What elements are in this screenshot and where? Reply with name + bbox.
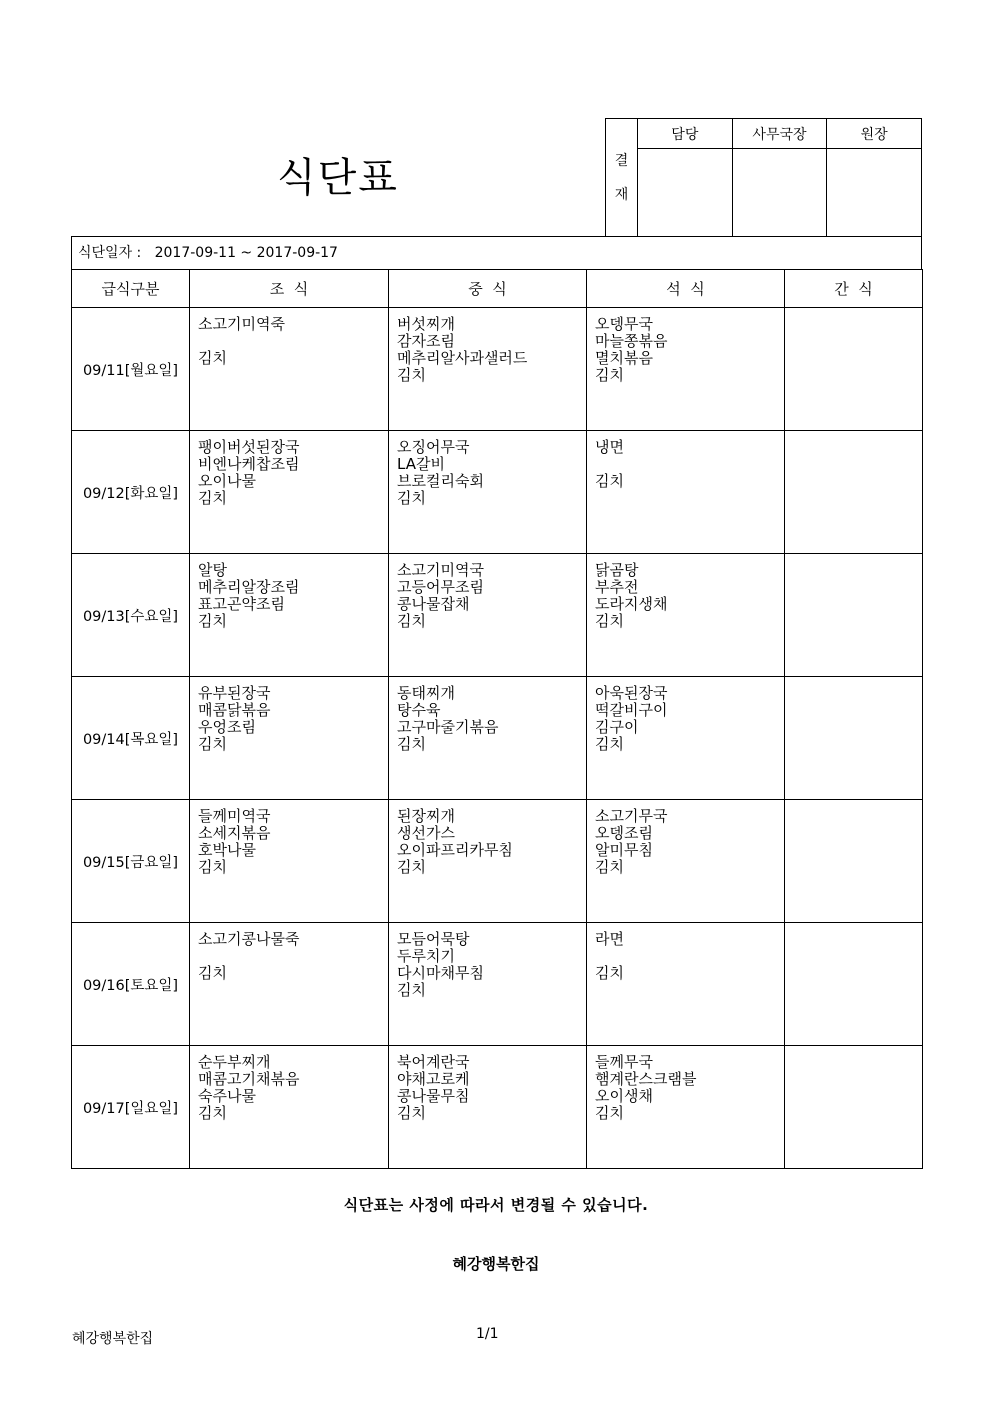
dinner-cell — [587, 308, 785, 431]
breakfast-cell — [190, 677, 389, 800]
day-label: 09/13[수요일] — [72, 554, 190, 677]
meal-items — [389, 800, 586, 876]
menu-item: 호박나물 — [198, 841, 256, 859]
menu-item: 김치 — [595, 472, 624, 490]
menu-item: 탕수육 — [397, 701, 441, 719]
header-snack: 간 식 — [785, 270, 923, 308]
snack-cell — [785, 800, 923, 923]
menu-item — [198, 948, 388, 965]
meal-items — [587, 677, 784, 753]
menu-item: LA갈비 — [397, 455, 445, 473]
meal-items — [389, 677, 586, 753]
dinner-cell — [587, 800, 785, 923]
menu-day-row — [72, 923, 923, 1046]
meal-items — [190, 677, 388, 753]
menu-item: 떡갈비구이 — [595, 701, 668, 719]
menu-item: 오이파프리카무침 — [397, 841, 513, 859]
menu-item: 메추리알사과샐러드 — [397, 349, 528, 367]
meal-items — [785, 677, 922, 685]
change-notice: 식단표는 사정에 따라서 변경될 수 있습니다. — [343, 1196, 649, 1214]
menu-item: 김치 — [397, 366, 426, 384]
menu-item: 생선가스 — [397, 824, 455, 842]
footer-organization: 혜강행복한집 — [72, 1331, 154, 1347]
menu-day-row — [72, 677, 923, 800]
breakfast-cell — [190, 554, 389, 677]
meal-items — [785, 308, 922, 316]
menu-item: 부추전 — [595, 578, 639, 596]
approval-signature-cell[interactable] — [827, 149, 922, 237]
menu-item: 김치 — [198, 1104, 227, 1122]
menu-item: 매콤고기채볶음 — [198, 1070, 300, 1088]
meal-items — [190, 554, 388, 630]
lunch-cell — [389, 923, 587, 1046]
menu-item: 김구이 — [595, 718, 639, 736]
snack-cell — [785, 677, 923, 800]
breakfast-cell — [190, 431, 389, 554]
day-label: 09/17[일요일] — [72, 1046, 190, 1169]
menu-item: 알미무침 — [595, 841, 653, 859]
menu-day-row — [72, 431, 923, 554]
approval-box — [605, 118, 922, 237]
menu-item: 김치 — [198, 489, 227, 507]
approval-signature-cell[interactable] — [732, 149, 827, 237]
day-label: 09/14[목요일] — [72, 677, 190, 800]
menu-item: 라면 — [595, 930, 624, 948]
menu-item: 고구마줄기볶음 — [397, 718, 499, 736]
menu-item: 소고기무국 — [595, 807, 668, 825]
menu-item: 야채고로케 — [397, 1070, 470, 1088]
menu-date-row — [71, 236, 922, 270]
menu-header-row — [72, 270, 923, 308]
menu-item: 햄계란스크램블 — [595, 1070, 697, 1088]
menu-item: 감자조림 — [397, 332, 455, 350]
menu-day-row — [72, 308, 923, 431]
meal-items — [785, 431, 922, 439]
menu-item: 김치 — [397, 1104, 426, 1122]
footer-page-number: 1/1 — [476, 1326, 499, 1342]
menu-item: 소세지볶음 — [198, 824, 271, 842]
approval-role-secretary-general: 사무국장 — [732, 119, 827, 149]
meal-items — [190, 1046, 388, 1122]
breakfast-cell — [190, 923, 389, 1046]
meal-items — [190, 308, 388, 367]
meal-items — [587, 800, 784, 876]
meal-items — [587, 923, 784, 982]
meal-items — [389, 923, 586, 999]
snack-cell — [785, 431, 923, 554]
menu-item: 고등어무조림 — [397, 578, 484, 596]
lunch-cell — [389, 554, 587, 677]
menu-item: 콩나물무침 — [397, 1087, 470, 1105]
header-dinner: 석 식 — [587, 270, 785, 308]
menu-item: 김치 — [397, 981, 426, 999]
meal-items — [785, 800, 922, 808]
menu-item: 김치 — [595, 612, 624, 630]
menu-item: 김치 — [397, 612, 426, 630]
approval-role-manager: 담당 — [638, 119, 733, 149]
menu-item: 우엉조림 — [198, 718, 256, 736]
dinner-cell — [587, 431, 785, 554]
meal-items — [190, 431, 388, 507]
menu-item: 다시마채무침 — [397, 964, 484, 982]
snack-cell — [785, 554, 923, 677]
menu-item: 유부된장국 — [198, 684, 271, 702]
menu-item: 비엔나케찹조림 — [198, 455, 300, 473]
menu-item: 도라지생채 — [595, 595, 668, 613]
menu-item: 김치 — [595, 1104, 624, 1122]
menu-item: 팽이버섯된장국 — [198, 438, 300, 456]
menu-item: 브로컬리숙회 — [397, 472, 484, 490]
menu-item: 소고기콩나물죽 — [198, 930, 300, 948]
lunch-cell — [389, 308, 587, 431]
menu-item: 북어계란국 — [397, 1053, 470, 1071]
meal-items — [587, 554, 784, 630]
menu-day-row — [72, 800, 923, 923]
dinner-cell — [587, 677, 785, 800]
lunch-cell — [389, 677, 587, 800]
menu-item: 숙주나물 — [198, 1087, 256, 1105]
menu-item: 매콤닭볶음 — [198, 701, 271, 719]
day-label: 09/11[월요일] — [72, 308, 190, 431]
menu-item: 마늘쫑볶음 — [595, 332, 668, 350]
menu-day-row — [72, 554, 923, 677]
menu-item: 알탕 — [198, 561, 227, 579]
menu-item: 메추리알장조림 — [198, 578, 300, 596]
day-label: 09/15[금요일] — [72, 800, 190, 923]
meal-items — [785, 1046, 922, 1054]
menu-item: 순두부찌개 — [198, 1053, 271, 1071]
lunch-cell — [389, 431, 587, 554]
day-label: 09/16[토요일] — [72, 923, 190, 1046]
menu-item: 오이나물 — [198, 472, 256, 490]
menu-day-row — [72, 1046, 923, 1169]
menu-item: 들께무국 — [595, 1053, 653, 1071]
meal-items — [785, 554, 922, 562]
meal-items — [785, 923, 922, 931]
approval-label-char: 결 — [614, 152, 629, 169]
menu-item: 오징어무국 — [397, 438, 470, 456]
menu-date-range: 식단일자 : 2017-09-11 ~ 2017-09-17 — [78, 245, 338, 261]
menu-item: 오이생채 — [595, 1087, 653, 1105]
breakfast-cell — [190, 800, 389, 923]
menu-item — [198, 333, 388, 350]
menu-item: 표고곤약조림 — [198, 595, 285, 613]
menu-table — [71, 269, 923, 1169]
menu-item: 김치 — [198, 735, 227, 753]
meal-items — [587, 1046, 784, 1122]
menu-item: 닭곰탕 — [595, 561, 639, 579]
dinner-cell — [587, 1046, 785, 1169]
menu-item: 오뎅조림 — [595, 824, 653, 842]
breakfast-cell — [190, 1046, 389, 1169]
menu-item: 들께미역국 — [198, 807, 271, 825]
meal-items — [190, 923, 388, 982]
menu-item: 김치 — [595, 964, 624, 982]
menu-item: 모듬어묵탕 — [397, 930, 470, 948]
menu-item: 콩나물잡채 — [397, 595, 470, 613]
meal-items — [190, 800, 388, 876]
menu-item: 버섯찌개 — [397, 315, 455, 333]
day-label: 09/12[화요일] — [72, 431, 190, 554]
approval-role-director: 원장 — [827, 119, 922, 149]
approval-label — [606, 119, 638, 237]
meal-items — [587, 308, 784, 384]
menu-item: 멸치볶음 — [595, 349, 653, 367]
menu-item: 두루치기 — [397, 947, 455, 965]
menu-item: 소고기미역죽 — [198, 315, 285, 333]
menu-item: 냉면 — [595, 438, 624, 456]
menu-item: 소고기미역국 — [397, 561, 484, 579]
menu-item: 오뎅무국 — [595, 315, 653, 333]
menu-item: 김치 — [595, 858, 624, 876]
menu-item: 김치 — [595, 366, 624, 384]
meal-items — [389, 308, 586, 384]
menu-item: 김치 — [397, 489, 426, 507]
meal-items — [389, 554, 586, 630]
lunch-cell — [389, 800, 587, 923]
snack-cell — [785, 1046, 923, 1169]
breakfast-cell — [190, 308, 389, 431]
menu-item — [595, 948, 784, 965]
header-lunch: 중 식 — [389, 270, 587, 308]
snack-cell — [785, 923, 923, 1046]
header-breakfast: 조 식 — [190, 270, 389, 308]
menu-item: 아욱된장국 — [595, 684, 668, 702]
organization-name: 혜강행복한집 — [452, 1255, 540, 1273]
approval-signature-cell[interactable] — [638, 149, 733, 237]
menu-item: 김치 — [397, 858, 426, 876]
dinner-cell — [587, 554, 785, 677]
menu-item: 된장찌개 — [397, 807, 455, 825]
menu-item: 김치 — [198, 612, 227, 630]
menu-item: 김치 — [198, 858, 227, 876]
menu-item: 김치 — [397, 735, 426, 753]
dinner-cell — [587, 923, 785, 1046]
menu-item: 김치 — [198, 964, 227, 982]
menu-item — [595, 456, 784, 473]
lunch-cell — [389, 1046, 587, 1169]
meal-items — [389, 431, 586, 507]
page-title: 식단표 — [277, 155, 399, 201]
meal-items — [389, 1046, 586, 1122]
menu-item: 김치 — [595, 735, 624, 753]
snack-cell — [785, 308, 923, 431]
approval-label-char: 재 — [614, 186, 629, 203]
meal-items — [587, 431, 784, 490]
header-category: 급식구분 — [72, 270, 190, 308]
menu-item: 김치 — [198, 349, 227, 367]
menu-item: 동태찌개 — [397, 684, 455, 702]
